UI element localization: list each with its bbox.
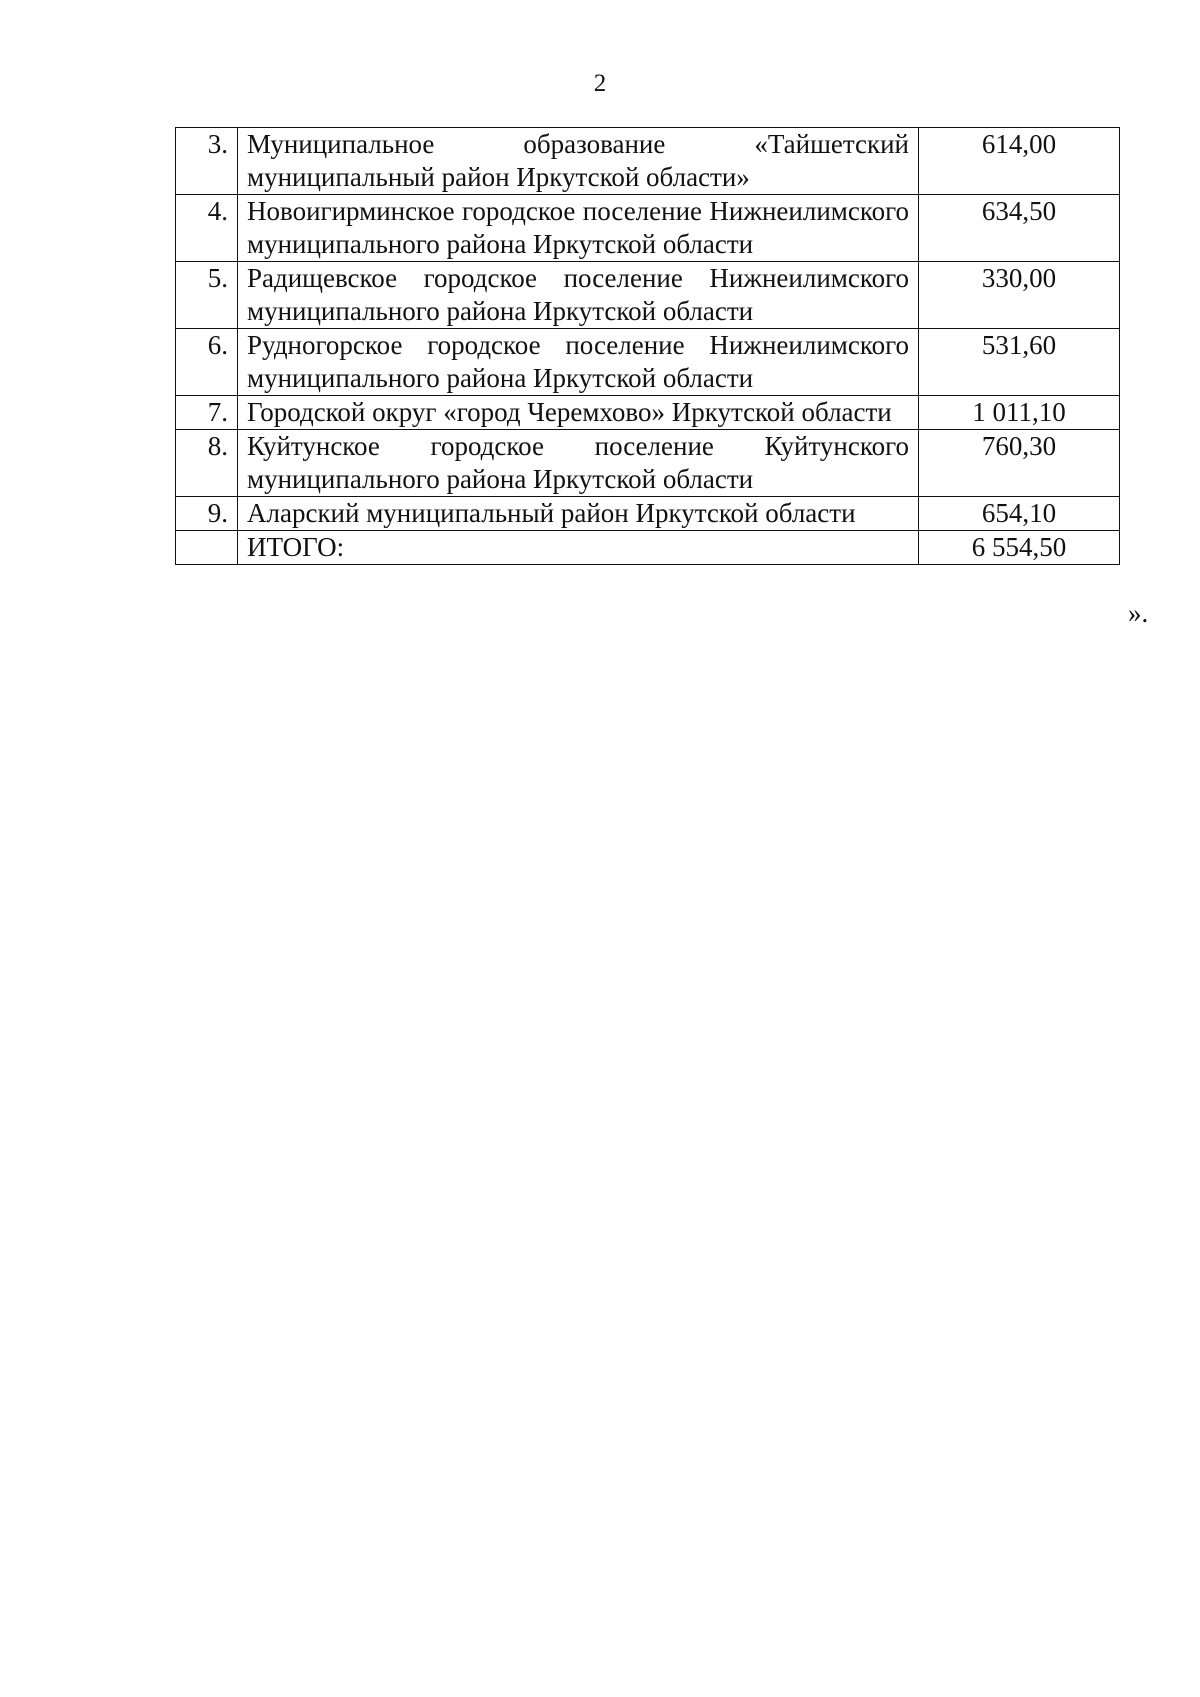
total-row bbox=[176, 531, 1120, 565]
table-row bbox=[176, 195, 1120, 262]
table-row bbox=[176, 497, 1120, 531]
allocation-table bbox=[175, 127, 1120, 565]
table-row bbox=[176, 329, 1120, 396]
page-number: 2 bbox=[593, 70, 607, 97]
municipality-name: Новоигирминское городское поселение Нижнеилимского муниципального района Иркутской области bbox=[238, 195, 919, 262]
table-row bbox=[176, 396, 1120, 430]
table-row bbox=[176, 262, 1120, 329]
municipality-name: Городской округ «город Черемхово» Иркутской области bbox=[238, 396, 919, 430]
row-number: 5. bbox=[176, 262, 238, 329]
row-number: 7. bbox=[176, 396, 238, 430]
amount-value: 1 011,10 bbox=[919, 396, 1120, 430]
row-number: 9. bbox=[176, 497, 238, 531]
municipality-name: Муниципальное образование «Тайшетский муниципальный район Иркутской области» bbox=[238, 128, 919, 195]
amount-value: 614,00 bbox=[919, 128, 1120, 195]
table-row bbox=[176, 128, 1120, 195]
row-number: 3. bbox=[176, 128, 238, 195]
municipality-name: Рудногорское городское поселение Нижнеилимского муниципального района Иркутской области bbox=[238, 329, 919, 396]
total-label: ИТОГО: bbox=[238, 531, 919, 565]
amount-value: 654,10 bbox=[919, 497, 1120, 531]
amount-value: 330,00 bbox=[919, 262, 1120, 329]
amount-value: 634,50 bbox=[919, 195, 1120, 262]
row-number: 4. bbox=[176, 195, 238, 262]
table-row bbox=[176, 430, 1120, 497]
municipality-name: Куйтунское городское поселение Куйтунского муниципального района Иркутской области bbox=[238, 430, 919, 497]
closing-quote: ». bbox=[1128, 598, 1149, 628]
amount-value: 531,60 bbox=[919, 329, 1120, 396]
municipality-name: Радищевское городское поселение Нижнеилимского муниципального района Иркутской области bbox=[238, 262, 919, 329]
total-row-number bbox=[176, 531, 238, 565]
row-number: 6. bbox=[176, 329, 238, 396]
amount-value: 760,30 bbox=[919, 430, 1120, 497]
row-number: 8. bbox=[176, 430, 238, 497]
total-value: 6 554,50 bbox=[919, 531, 1120, 565]
municipality-name: Аларский муниципальный район Иркутской области bbox=[238, 497, 919, 531]
